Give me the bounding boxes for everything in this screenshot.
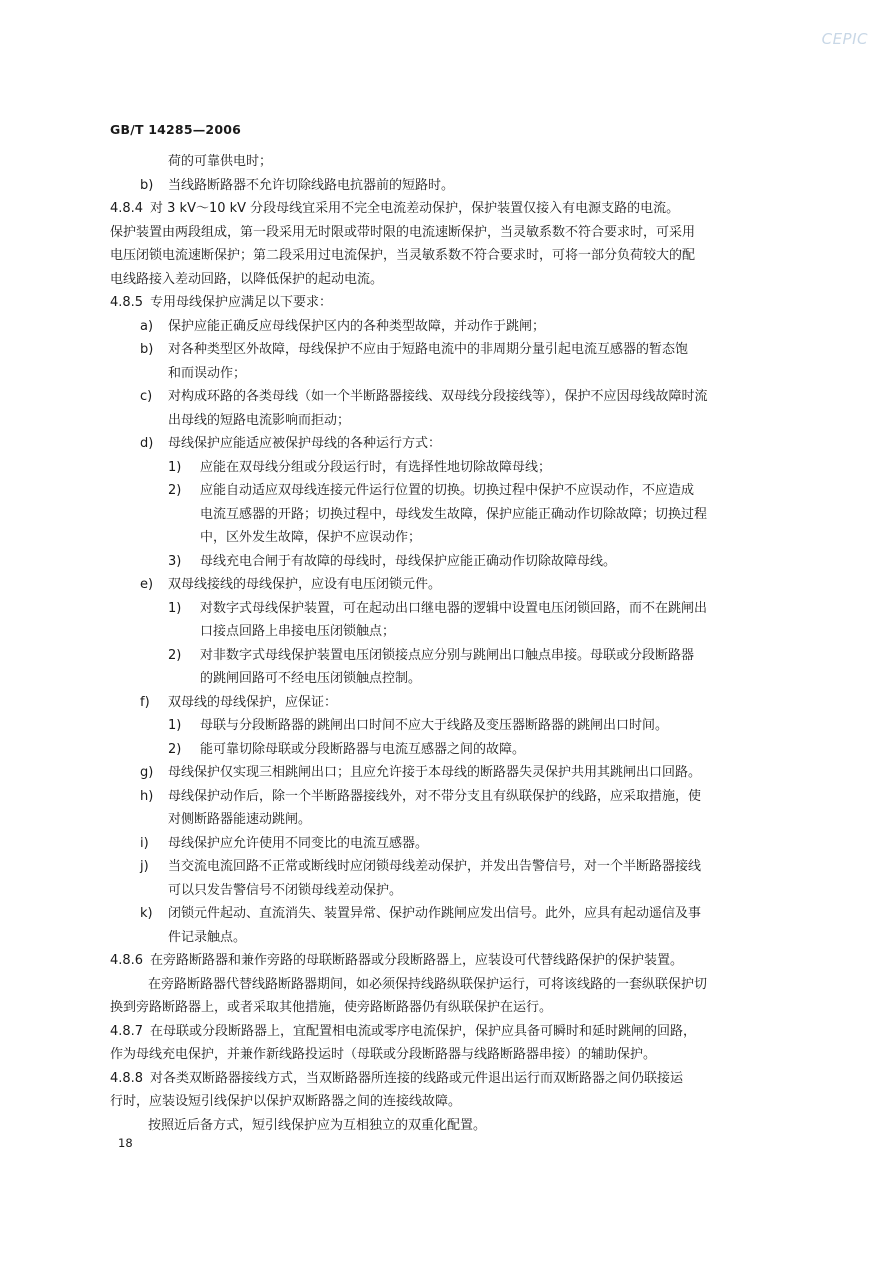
sub-list-item [110,550,778,574]
clause-line [110,1020,778,1044]
sub-list-item [110,738,778,762]
list-item [110,855,778,879]
item-label: b) [140,177,154,193]
item-text: 母线保护应能适应被保护母线的各种运行方式： [168,436,442,451]
list-item [110,761,778,785]
sub-item-label: 2) [168,483,182,498]
sub-list-item [110,644,778,668]
line-text: 行时，应装设短引线保护以保护双断路器之间的连接线故障。 [110,1094,462,1109]
line-text: 电压闭锁电流速断保护；第二段采用过电流保护，当灵敏系数不符合要求时，可将一部分负荷较大的配 [110,248,696,263]
text-line [110,1114,778,1138]
document-body [110,150,778,1137]
item-text: 当交流电流回路不正常或断线时应闭锁母线差动保护，并发出告警信号，对一个半断路器接线 [168,859,702,874]
item-label: a) [140,318,154,334]
clause-text: 在母联或分段断路器上，宜配置相电流或零序电流保护，保护应具备可瞬时和延时跳闸的回路， [150,1023,697,1039]
clause-number: 4.8.6 [110,953,144,968]
text-line [110,409,778,433]
item-label: e) [140,577,154,592]
clause-text: 在旁路断路器和兼作旁路的母联断路器或分段断路器上，应装设可代替线路保护的保护装置。 [150,953,684,968]
text-line [110,667,778,691]
sub-item-text: 能可靠切除母联或分段断路器与电流互感器之间的故障。 [200,741,526,757]
line-text: 电线路接入差动回路，以降低保护的起动电流。 [110,271,384,287]
list-item [110,691,778,715]
text-line [110,1090,778,1114]
cepic-watermark: CEPIC [821,30,868,48]
text-line [110,620,778,644]
item-text: 双母线接线的母线保护，应设有电压闭锁元件。 [168,577,442,592]
list-item [110,174,778,198]
list-item [110,338,778,362]
item-text: 对构成环路的各类母线（如一个半断路器接线、双母线分段接线等），保护不应因母线故障时流 [168,389,708,404]
list-item [110,385,778,409]
list-item [110,432,778,456]
item-text: 母线保护动作后，除一个半断路器接线外，对不带分支且有纵联保护的线路，应采取措施，使 [168,788,702,804]
sub-item-text: 母联与分段断路器的跳闸出口时间不应大于线路及变压器断路器的跳闸出口时间。 [200,718,669,733]
page-number: 18 [118,1136,133,1150]
item-text: 当线路断路器不允许切除线路电抗器前的短路时。 [168,177,455,193]
text-line [110,808,778,832]
sub-item-label: 1) [168,718,182,733]
clause-number: 4.8.7 [110,1023,144,1039]
text-line [110,996,778,1020]
text-line [110,268,778,292]
sub-item-text: 应能在双母线分组或分段运行时，有选择性地切除故障母线； [200,459,552,475]
item-text: 可以只发告警信号不闭锁母线差动保护。 [168,882,403,898]
text-line [110,973,778,997]
sub-list-item [110,479,778,503]
sub-item-text: 母线充电合闸于有故障的母线时，母线保护应能正确动作切除故障母线。 [200,553,617,569]
clause-text: 对各类双断路器接线方式，当双断路器所连接的线路或元件退出运行而双断路器之间仍联接运 [150,1070,684,1086]
clause-text: 专用母线保护应满足以下要求： [150,295,333,310]
sub-item-text: 的跳闸回路可不经电压闭锁触点控制。 [200,671,422,686]
item-text: 和而误动作； [168,365,247,381]
text-line [110,362,778,386]
item-label: d) [140,436,154,451]
text-line [110,503,778,527]
sub-list-item [110,597,778,621]
line-text: 按照近后备方式，短引线保护应为互相独立的双重化配置。 [148,1117,487,1133]
sub-item-label: 1) [168,600,182,616]
item-label: b) [140,342,154,357]
clause-text: 对 3 kV～10 kV 分段母线宜采用不完全电流差动保护，保护装置仅接入有电源支路的电流。 [150,201,680,216]
item-label: k) [140,906,153,921]
item-label: f) [140,694,150,710]
item-label: j) [140,859,149,874]
line-text: 换到旁路断路器上，或者采取其他措施，使旁路断路器仍有纵联保护在运行。 [110,1000,553,1015]
sub-item-text: 对数字式母线保护装置，可在起动出口继电器的逻辑中设置电压闭锁回路，而不在跳闸出 [200,600,708,616]
list-item [110,315,778,339]
item-text: 母线保护应允许使用不同变比的电流互感器。 [168,835,429,851]
item-text: 保护应能正确反应母线保护区内的各种类型故障，并动作于跳闸； [168,318,546,334]
list-item [110,785,778,809]
item-label: g) [140,765,154,780]
text-line [110,244,778,268]
item-label: h) [140,788,154,804]
text-line [110,221,778,245]
list-item [110,573,778,597]
text-line [110,879,778,903]
sub-list-item [110,714,778,738]
line-text: 作为母线充电保护，并兼作新线路投运时（母联或分段断路器与线路断路器串接）的辅助保护。 [110,1047,657,1062]
sub-list-item [110,456,778,480]
text-line [110,1043,778,1067]
clause-line [110,291,778,315]
clause-number: 4.8.8 [110,1070,144,1086]
clause-line [110,197,778,221]
list-item [110,902,778,926]
sub-item-label: 2) [168,647,182,663]
item-text: 对侧断路器能速动跳闸。 [168,812,312,827]
sub-item-label: 3) [168,553,182,569]
line-text: 保护装置由两段组成，第一段采用无时限或带时限的电流速断保护，当灵敏系数不符合要求时，可采用 [110,224,696,240]
sub-item-text: 对非数字式母线保护装置电压闭锁接点应分别与跳闸出口触点串接。母联或分段断路器 [200,647,695,663]
clause-number: 4.8.4 [110,201,144,216]
list-item [110,832,778,856]
item-text: 对各种类型区外故障，母线保护不应由于短路电流中的非周期分量引起电流互感器的暂态饱 [168,342,689,357]
sub-item-label: 2) [168,741,182,757]
clause-line [110,1067,778,1091]
sub-item-text: 电流互感器的开路；切换过程中，母线发生故障，保护应能正确动作切除故障；切换过程 [200,506,708,522]
standard-header: GB/T 14285—2006 [110,122,242,137]
sub-item-text: 中，区外发生故障，保护不应误动作； [200,530,422,545]
item-label: c) [140,389,153,404]
clause-number: 4.8.5 [110,295,144,310]
clause-line [110,949,778,973]
item-text: 出母线的短路电流影响而拒动； [168,412,351,428]
sub-item-text: 口接点回路上串接电压闭锁触点； [200,624,396,639]
sub-item-text: 应能自动适应双母线连接元件运行位置的切换。切换过程中保护不应误动作，不应造成 [200,483,695,498]
item-label: i) [140,835,149,851]
item-text: 闭锁元件起动、直流消失、装置异常、保护动作跳闸应发出信号。此外，应具有起动遥信及事 [168,906,702,921]
item-text: 件记录触点。 [168,929,247,945]
line-text: 在旁路断路器代替线路断路器期间，如必须保持线路纵联保护运行，可将该线路的一套纵联保护切 [148,976,708,992]
text-line [110,150,778,174]
text-line [110,526,778,550]
item-text: 母线保护仅实现三相跳闸出口；且应允许接于本母线的断路器失灵保护共用其跳闸出口回路。 [168,765,702,780]
line-text: 荷的可靠供电时； [168,154,273,169]
item-text: 双母线的母线保护，应保证： [168,694,338,710]
text-line [110,926,778,950]
sub-item-label: 1) [168,459,182,475]
